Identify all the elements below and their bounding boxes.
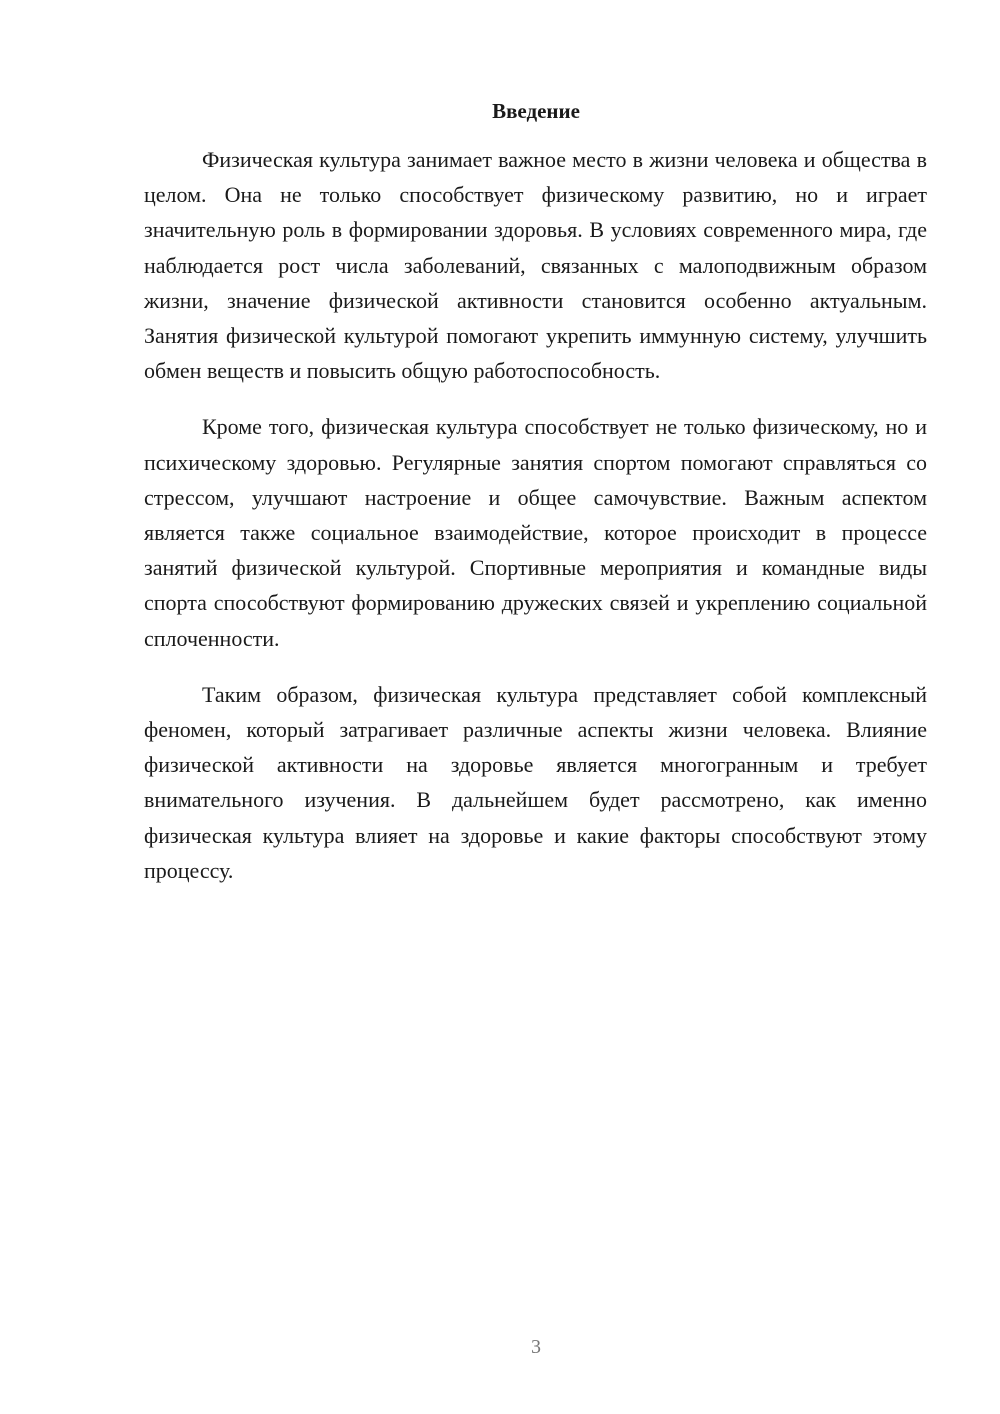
paragraph-1: Физическая культура занимает важное место в жизни человека и общества в целом. Она не только способствует физическому развитию, но и играет значительную роль в формировании здоровья. В условиях современного мира, где наблюдается рост числа заболеваний, связанных с малоподвижным образом жизни, значение физической активности становится особенно актуальным. Занятия физической культурой помогают укрепить иммунную систему, улучшить обмен веществ и повысить общую работоспособность. — [144, 147, 927, 384]
paragraph-2: Кроме того, физическая культура способствует не только физическому, но и психическому здоровью. Регулярные занятия спортом помогают справляться со стрессом, улучшают настроение и общее самочувствие. Важным аспектом является также социальное взаимодействие, которое происходит в процессе занятий физической культурой. Спортивные мероприятия и командные виды спорта способствуют формированию дружеских связей и укреплению социальной сплоченности. — [144, 414, 927, 651]
paragraph-3: Таким образом, физическая культура представляет собой комплексный феномен, который затрагивает различные аспекты жизни человека. Влияние физической активности на здоровье является многогранным и требует внимательного изучения. В дальнейшем будет рассмотрено, как именно физическая культура влияет на здоровье и какие факторы способствуют этому процессу. — [144, 681, 927, 883]
page-title: Введение — [492, 99, 580, 123]
body-text — [144, 142, 927, 909]
page-number: 3 — [531, 1336, 541, 1358]
